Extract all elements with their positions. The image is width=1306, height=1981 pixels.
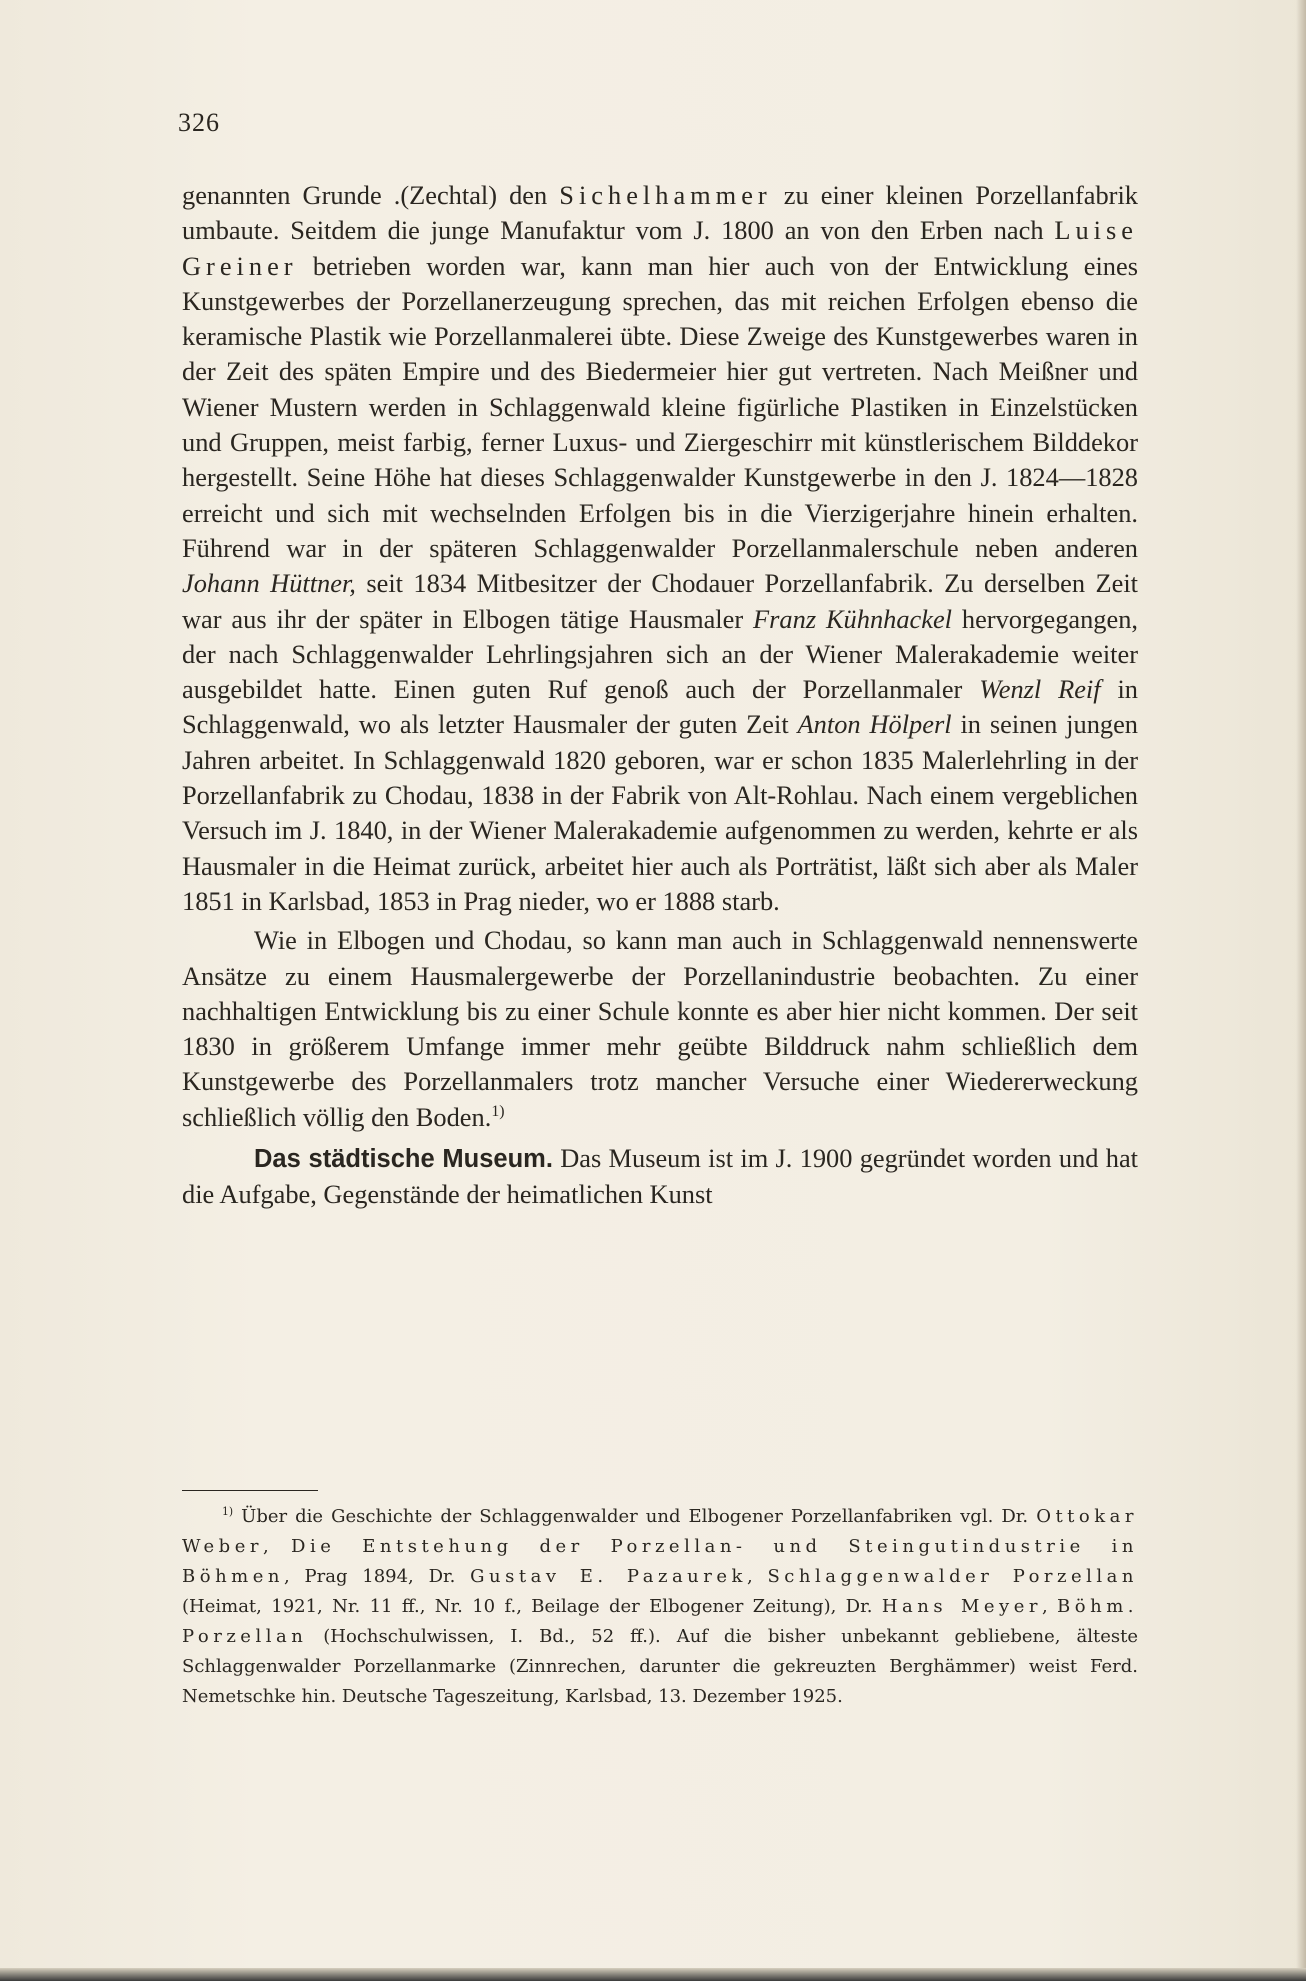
footnote-ref: 1) — [491, 1102, 505, 1120]
text-run: in seinen jungen Jahren arbeitet. In Schlaggenwald 1820 geboren, war er schon 1835 Malerlehrling in der Porzellanfabrik zu Chodau, 1838 in der Fabrik von Alt-Rohlau. Nach einem vergeblichen Versuch im J. 1840, in der Wiener Malerakademie aufgenommen zu werden, kehrte er als Hausmaler in die Heimat zurück, arbeitet hier auch als Porträtist, läßt sich aber als Maler 1851 in Karlsbad, 1853 in Prag nieder, wo er 1888 starb. — [182, 709, 1139, 916]
text-run: Über die Geschichte der Schlaggenwalder und Elbogener Porzellanfabriken vgl. Dr. — [233, 1506, 1037, 1527]
text-run: , Prag 1894, Dr. — [283, 1566, 471, 1587]
footnote-marker: 1) — [222, 1505, 234, 1518]
text-run: in Schlaggenwald, wo als letzter Hausmaler der guten Zeit — [182, 674, 1138, 740]
footnote-divider — [182, 1490, 318, 1491]
footnote-text — [182, 1502, 1138, 1712]
text-run: betrieben worden war, kann man hier auch von der Entwicklung eines Kunstgewerbes der Porzellanerzeugung sprechen, das mit reichen Erfolgen ebenso die keramische Plastik wie Porzellanmalerei übte. Diese Zweige des Kunstgewerbes waren in der Zeit des späten Empire und des Biedermeier hier gut vertreten. Nach Meißner und Wiener Mustern werden in Schlaggenwald kleine figürliche Plastiken in Einzelstücken und Gruppen, meist farbig, ferner Luxus- und Ziergeschirr mit künstlerischem Bilddekor hergestellt. Seine Höhe hat dieses Schlaggenwalder Kunstgewerbe in den J. 1824—1828 erreicht und sich mit wechselnden Erfolgen bis in die Vierzigerjahre hinein erhalten. Führend war in der späteren Schlaggenwalder Porzellanmalerschule neben anderen — [182, 250, 1138, 563]
spaced-title: Die Entstehung der Porzellan- und Steingutindustrie in Böhmen — [182, 1536, 1138, 1587]
text-run: Wie in Elbogen und Chodau, so kann man auch in Schlaggenwald nennenswerte Ansätze zu einem Hausmalergewerbe der Porzellanindustrie beobachten. Zu einer nachhaltigen Entwicklung bis zu einer Schule konnte es aber hier nicht kommen. Der seit 1830 in größerem Umfange immer mehr geübte Bilddruck nahm schließlich dem Kunstgewerbe des Porzellanmalers trotz mancher Versuche einer Wiedererweckung schließlich völlig den Boden. — [182, 925, 1138, 1132]
text-run: (Heimat, 1921, Nr. 11 ff., Nr. 10 f., Beilage der Elbogener Zeitung), Dr. — [182, 1596, 882, 1617]
italic-name-wenzl-reif: Wenzl Reif — [979, 674, 1101, 705]
spaced-author: Ottokar Weber — [182, 1506, 1138, 1557]
spaced-author: Gustav E. Pazaurek — [470, 1566, 747, 1587]
spaced-name-sichelhammer: Sichelhammer — [559, 180, 772, 210]
paragraph-1 — [182, 178, 1138, 919]
page-edge-shadow — [1296, 0, 1306, 1981]
text-run: , — [746, 1566, 768, 1587]
paragraph-2 — [182, 923, 1138, 1135]
section-heading: Das städtische Museum. — [254, 1145, 553, 1174]
italic-name-johann-huettner: Johann Hüttner, — [182, 568, 356, 599]
paragraph-3 — [182, 1141, 1138, 1213]
text-run: seit 1834 Mitbesitzer der Chodauer Porzellanfabrik. Zu derselben Zeit war aus ihr der später in Elbogen tätige Hausmaler — [182, 568, 1138, 634]
main-text — [182, 178, 1138, 1213]
spaced-author: Hans Meyer — [881, 1596, 1042, 1617]
footnote — [182, 1502, 1138, 1712]
text-run: , — [262, 1536, 292, 1557]
italic-name-anton-hoelperl: Anton Hölperl — [797, 709, 952, 740]
page-bottom-edge — [0, 1968, 1306, 1981]
spaced-title: Schlaggenwalder Porzellan — [767, 1566, 1138, 1587]
text-run: genannten Grunde .(Zechtal) den — [182, 180, 560, 210]
page-number: 326 — [178, 108, 220, 137]
spaced-title: Böhm. Porzellan — [182, 1596, 1138, 1647]
text-run: zu einer kleinen Porzellanfabrik umbaute. Seitdem die junge Manufaktur vom J. 1800 an von den Erben nach — [182, 180, 1138, 246]
text-run: (Hochschulwissen, I. Bd., 52 ff.). Auf die bisher unbekannt gebliebene, älteste Schlaggenwalder Porzellanmarke (Zinnrechen, darunter die gekreuzten Berghämmer) weist Ferd. Nemetschke hin. Deutsche Tageszeitung, Karlsbad, 13. Dezember 1925. — [182, 1626, 1138, 1707]
italic-name-franz-kuehnhackel: Franz Kühnhackel — [753, 603, 953, 634]
spaced-name-luise-greiner: Luise Greiner — [182, 215, 1138, 281]
text-run: hervorgegangen, der nach Schlaggenwalder Lehrlingsjahren sich an der Wiener Malerakademie weiter ausgebildet hatte. Einen guten Ruf genoß auch der Porzellanmaler — [182, 603, 1139, 705]
text-run: , — [1041, 1596, 1058, 1617]
text-run: Das Museum ist im J. 1900 gegründet worden und hat die Aufgabe, Gegenstände der heimatlichen Kunst — [182, 1143, 1138, 1210]
